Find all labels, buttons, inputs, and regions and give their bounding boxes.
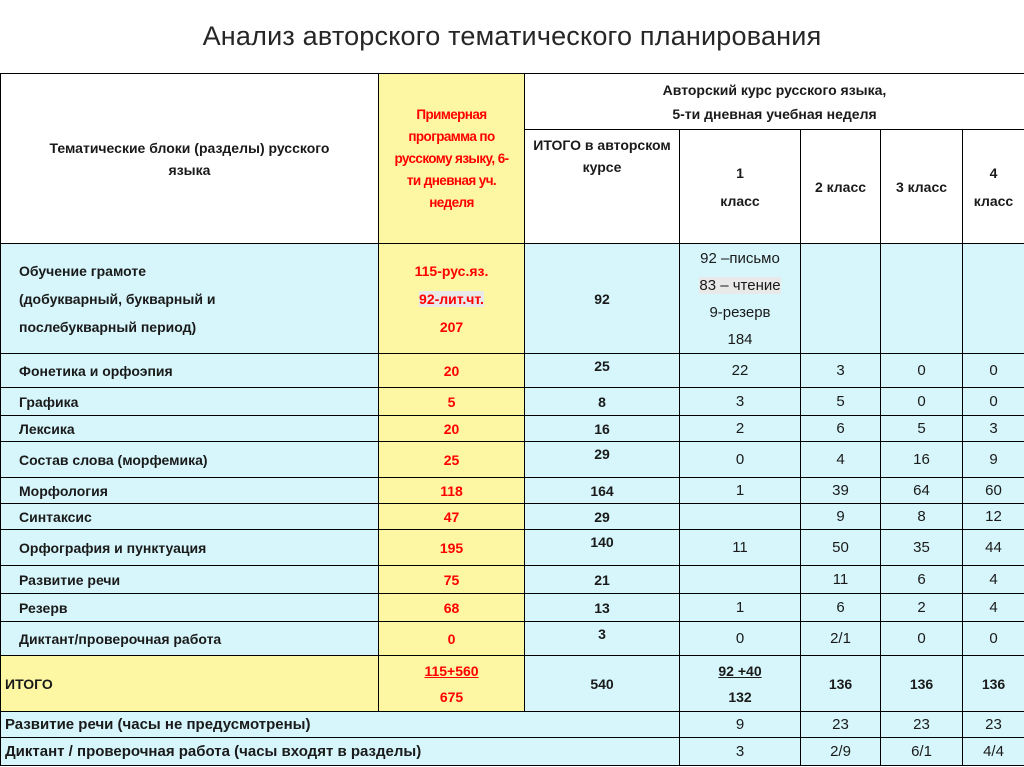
row-grade-3: 8 [881,504,963,530]
row-grade-2: 50 [801,530,881,566]
header-grade-2: 2 класс [801,130,881,244]
row-grade-3: 2 [881,594,963,622]
speech-grade-2: 23 [801,712,881,738]
table-row-dictation [1,738,1024,766]
gramota-g1-line: 184 [727,330,753,348]
row-grade-1: 0 [680,622,801,656]
row-program: 5 [379,388,525,416]
itogo-grade-2: 136 [801,656,881,712]
row-name: Лексика [1,416,379,442]
row-grade-4: 3 [963,416,1024,442]
itogo-grade-3: 136 [881,656,963,712]
row-name: Развитие речи [1,566,379,594]
itogo-program-line [383,658,520,684]
row-grade-4: 9 [963,442,1024,478]
speech-grade-4: 23 [963,712,1024,738]
header-grade-1 [680,130,801,244]
table-row [1,566,1024,594]
header-grade-3: 3 класс [881,130,963,244]
row-grade-4: 0 [963,354,1024,388]
row-name: Фонетика и орфоэпия [1,354,379,388]
row-grade-4: 0 [963,388,1024,416]
row-grade-3: 16 [881,442,963,478]
row-grade-2: 5 [801,388,881,416]
gramota-g1-line: 9-резерв [709,303,771,321]
row-grade-4: 4 [963,566,1024,594]
row-program: 75 [379,566,525,594]
gramota-name-line: (добукварный, букварный и [19,290,216,307]
header-grade-4 [963,130,1024,244]
gramota-grade-2 [801,244,881,354]
row-grade-1: 3 [680,388,801,416]
grade-1-word: класс [720,192,760,209]
row-grade-1: 1 [680,478,801,504]
table-row [1,354,1024,388]
gramota-grade-3 [881,244,963,354]
row-grade-4: 0 [963,622,1024,656]
table-row [1,504,1024,530]
row-total: 13 [525,594,680,622]
row-grade-2: 39 [801,478,881,504]
row-name: Орфография и пунктуация [1,530,379,566]
dictation-grade-1: 3 [680,738,801,766]
dictation-grade-2: 2/9 [801,738,881,766]
row-total: 21 [525,566,680,594]
row-total: 164 [525,478,680,504]
gramota-grade-4 [963,244,1024,354]
row-name: Графика [1,388,379,416]
speech-grade-1: 9 [680,712,801,738]
table-row [1,622,1024,656]
itogo-program [379,656,525,712]
row-program: 195 [379,530,525,566]
itogo-grade-1 [680,656,801,712]
row-grade-4: 12 [963,504,1024,530]
table-row [1,416,1024,442]
row-total: 3 [525,622,680,656]
header-author-course [525,74,1024,130]
row-total: 29 [525,442,680,478]
speech-name: Развитие речи (часы не предусмотрены) [1,712,680,738]
row-grade-3: 35 [881,530,963,566]
row-program: 47 [379,504,525,530]
table-row [1,530,1024,566]
planning-table [0,73,1024,766]
row-grade-1: 1 [680,594,801,622]
header-row-1 [1,74,1024,130]
row-grade-3: 0 [881,354,963,388]
gramota-program-line: 115-рус.яз. [414,262,489,279]
table-row [1,442,1024,478]
dictation-grade-4: 4/4 [963,738,1024,766]
table-row-gramota [1,244,1024,354]
row-grade-3: 0 [881,622,963,656]
row-program: 118 [379,478,525,504]
row-name: Состав слова (морфемика) [1,442,379,478]
row-total: 25 [525,354,680,388]
row-grade-1: 2 [680,416,801,442]
row-grade-2: 6 [801,594,881,622]
row-name: Диктант/проверочная работа [1,622,379,656]
table-row [1,388,1024,416]
table-row-itogo [1,656,1024,712]
author-course-line: Авторский курс русского языка, [662,81,887,98]
row-grade-2: 11 [801,566,881,594]
itogo-g1-underlined: 92 +40 [718,662,762,679]
itogo-program-underlined: 115+560 [424,662,479,679]
row-name: Резерв [1,594,379,622]
row-grade-4: 4 [963,594,1024,622]
row-grade-2: 2/1 [801,622,881,656]
grade-1-num: 1 [736,164,744,181]
gramota-program-line: 207 [439,318,464,335]
gramota-name-line: послебукварный период) [19,318,197,335]
grade-4-word: класс [973,192,1014,209]
gramota-name [1,244,379,354]
table-row [1,594,1024,622]
dictation-name: Диктант / проверочная работа (часы входят в разделы) [1,738,680,766]
table-row [1,478,1024,504]
gramota-name-line: Обучение грамоте [19,262,146,279]
itogo-program-line: 675 [439,688,464,705]
itogo-g1-line [684,658,796,684]
gramota-g1-line [684,272,796,299]
itogo-grade-4: 136 [963,656,1024,712]
header-program: Примерная программа по русскому языку, 6-ти дневная уч. неделя [379,74,525,244]
row-grade-1: 11 [680,530,801,566]
row-grade-1: 22 [680,354,801,388]
author-week-line: 5-ти дневная учебная неделя [672,105,877,122]
page-title: Анализ авторского тематического планирования [202,21,822,51]
dictation-grade-3: 6/1 [881,738,963,766]
header-itogo-course: ИТОГО в авторском курсе [525,130,680,244]
row-program: 20 [379,354,525,388]
row-grade-1: 0 [680,442,801,478]
row-name: Морфология [1,478,379,504]
row-grade-2: 9 [801,504,881,530]
gramota-program-highlight: 92-лит.чт. [419,290,484,307]
gramota-program-line [383,285,520,313]
row-program: 68 [379,594,525,622]
table-row-speech [1,712,1024,738]
row-program: 20 [379,416,525,442]
speech-grade-3: 23 [881,712,963,738]
row-grade-3: 0 [881,388,963,416]
row-grade-3: 64 [881,478,963,504]
row-grade-4: 44 [963,530,1024,566]
itogo-total: 540 [525,656,680,712]
gramota-total: 92 [525,244,680,354]
row-name: Синтаксис [1,504,379,530]
row-program: 25 [379,442,525,478]
row-total: 8 [525,388,680,416]
header-blocks: Тематические блоки (разделы) русского языка [1,74,379,244]
row-grade-3: 5 [881,416,963,442]
row-grade-2: 3 [801,354,881,388]
row-total: 29 [525,504,680,530]
row-program: 0 [379,622,525,656]
gramota-g1-highlight: 83 – чтение [699,276,781,294]
row-grade-2: 6 [801,416,881,442]
row-total: 140 [525,530,680,566]
gramota-g1-line: 92 –письмо [700,249,780,267]
row-grade-1 [680,566,801,594]
gramota-program [379,244,525,354]
itogo-g1-line: 132 [728,688,752,705]
row-grade-2: 4 [801,442,881,478]
row-total: 16 [525,416,680,442]
row-grade-3: 6 [881,566,963,594]
gramota-grade-1 [680,244,801,354]
itogo-name: ИТОГО [1,656,379,712]
row-grade-1 [680,504,801,530]
row-grade-4: 60 [963,478,1024,504]
grade-4-num: 4 [989,164,998,181]
